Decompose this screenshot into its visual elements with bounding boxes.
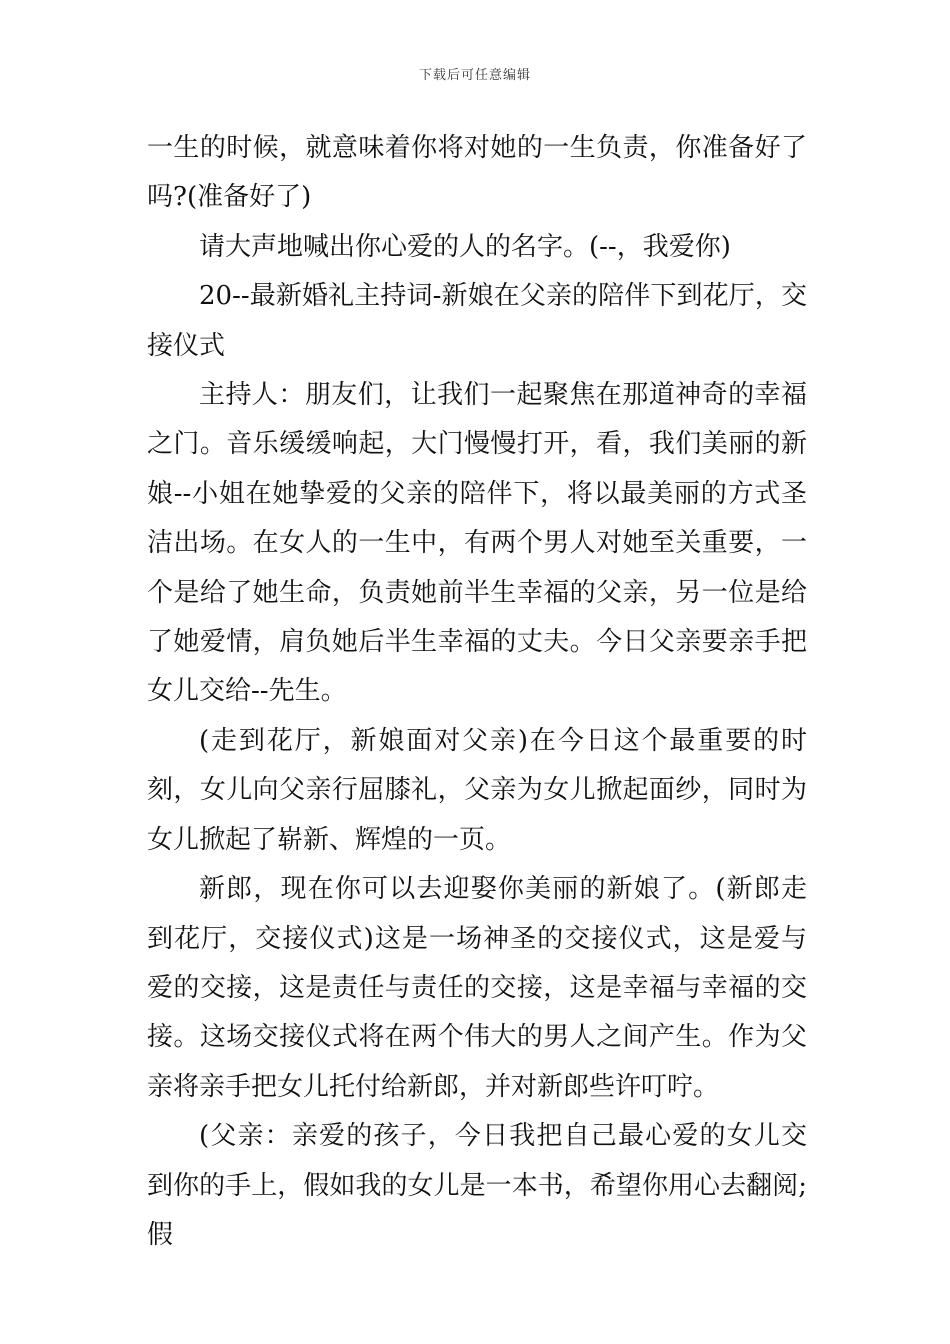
paragraph-5: (走到花厅，新娘面对父亲)在今日这个最重要的时刻，女儿向父亲行屈膝礼，父亲为女儿掀起面纱，同时为女儿掀起了崭新、辉煌的一页。 xyxy=(147,725,807,855)
paragraph-3: 20--最新婚礼主持词-新娘在父亲的陪伴下到花厅，交接仪式 xyxy=(147,281,807,361)
paragraph-4: 主持人：朋友们，让我们一起聚焦在那道神奇的幸福之门。音乐缓缓响起，大门慢慢打开，看，我们美丽的新娘--小姐在她挚爱的父亲的陪伴下，将以最美丽的方式圣洁出场。在女人的一生中，有两个男人对她至关重要，一个是给了她生命，负责她前半生幸福的父亲，另一位是给了她爱情，肩负她后半生幸福的丈夫。今日父亲要亲手把女儿交给--先生。 xyxy=(147,380,807,707)
page-header: 下载后可任意编辑 xyxy=(418,68,531,83)
document-body xyxy=(147,124,807,1260)
paragraph-7: (父亲：亲爱的孩子，今日我把自己最心爱的女儿交到你的手上，假如我的女儿是一本书，希望你用心去翻阅;假 xyxy=(147,1121,807,1250)
paragraph-1: 一生的时候，就意味着你将对她的一生负责，你准备好了吗?(准备好了) xyxy=(147,133,807,213)
paragraph-2: 请大声地喊出你心爱的人的名字。(--，我爱你) xyxy=(199,231,731,262)
paragraph-6: 新郎，现在你可以去迎娶你美丽的新娘了。(新郎走到花厅，交接仪式)这是一场神圣的交接仪式，这是爱与爱的交接，这是责任与责任的交接，这是幸福与幸福的交接。这场交接仪式将在两个伟大的男人之间产生。作为父亲将亲手把女儿托付给新郎，并对新郎些许叮咛。 xyxy=(147,874,807,1102)
